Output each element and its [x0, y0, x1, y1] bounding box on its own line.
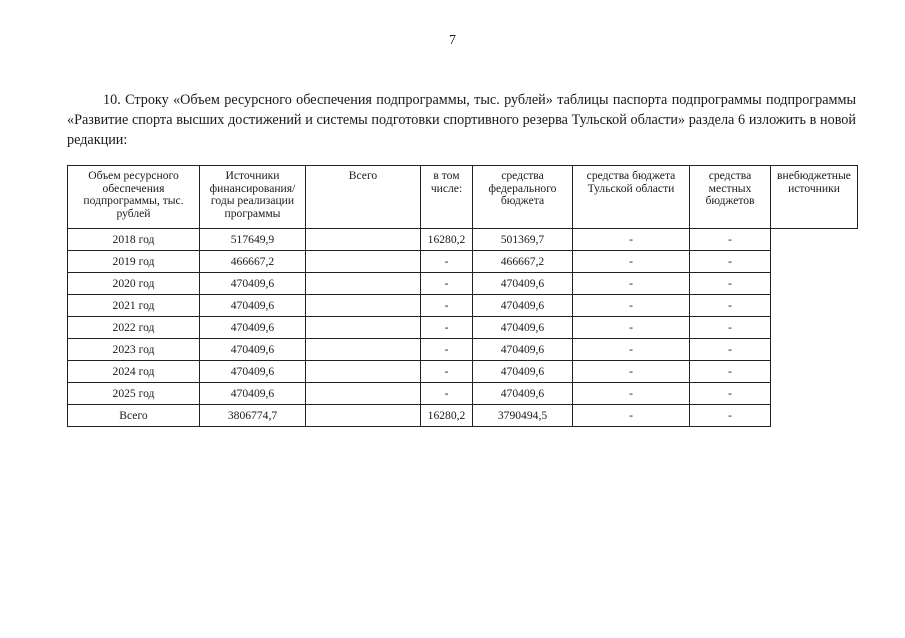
- cell-regional: 470409,6: [473, 383, 573, 405]
- cell-including: [306, 229, 421, 251]
- cell-year: 2023 год: [68, 339, 200, 361]
- header-extrabudgetary: внебюджетные источники: [771, 166, 858, 229]
- cell-federal: -: [421, 273, 473, 295]
- cell-extrabudgetary: -: [690, 361, 771, 383]
- cell-year: 2024 год: [68, 361, 200, 383]
- cell-regional: 470409,6: [473, 339, 573, 361]
- header-including: в том числе:: [421, 166, 473, 229]
- cell-year: 2021 год: [68, 295, 200, 317]
- cell-including: [306, 361, 421, 383]
- table-row: [68, 251, 858, 273]
- cell-regional: 470409,6: [473, 361, 573, 383]
- header-total: Всего: [306, 166, 421, 229]
- cell-extrabudgetary: -: [690, 339, 771, 361]
- table-header-row: [68, 166, 858, 229]
- cell-regional: 470409,6: [473, 273, 573, 295]
- cell-total: 470409,6: [200, 317, 306, 339]
- cell-regional: 466667,2: [473, 251, 573, 273]
- cell-local: -: [573, 295, 690, 317]
- cell-including: [306, 339, 421, 361]
- cell-extrabudgetary: -: [690, 229, 771, 251]
- row-label-cell: Объем ресурсного обеспечения подпрограммы, тыс. рублей: [68, 166, 200, 229]
- cell-extrabudgetary: -: [690, 383, 771, 405]
- cell-local: -: [573, 273, 690, 295]
- cell-federal: 16280,2: [421, 229, 473, 251]
- header-federal: средства федерального бюджета: [473, 166, 573, 229]
- page-number: 7: [449, 33, 456, 48]
- cell-local: -: [573, 361, 690, 383]
- cell-local: -: [573, 251, 690, 273]
- cell-extrabudgetary: -: [690, 295, 771, 317]
- cell-federal: -: [421, 295, 473, 317]
- cell-total: 3806774,7: [200, 405, 306, 427]
- table-row: [68, 383, 858, 405]
- cell-including: [306, 317, 421, 339]
- cell-year: 2022 год: [68, 317, 200, 339]
- cell-local: -: [573, 383, 690, 405]
- cell-federal: 16280,2: [421, 405, 473, 427]
- cell-year: 2020 год: [68, 273, 200, 295]
- cell-year: 2025 год: [68, 383, 200, 405]
- cell-federal: -: [421, 361, 473, 383]
- cell-including: [306, 383, 421, 405]
- cell-total: 466667,2: [200, 251, 306, 273]
- cell-regional: 3790494,5: [473, 405, 573, 427]
- cell-federal: -: [421, 317, 473, 339]
- financing-table: [67, 165, 858, 427]
- cell-including: [306, 405, 421, 427]
- cell-local: -: [573, 339, 690, 361]
- header-regional: средства бюджета Тульской области: [573, 166, 690, 229]
- table-row: [68, 317, 858, 339]
- table-row: [68, 361, 858, 383]
- cell-including: [306, 295, 421, 317]
- cell-extrabudgetary: -: [690, 273, 771, 295]
- cell-regional: 501369,7: [473, 229, 573, 251]
- cell-including: [306, 273, 421, 295]
- table-row: [68, 229, 858, 251]
- cell-local: -: [573, 405, 690, 427]
- table-row: [68, 295, 858, 317]
- cell-year: Всего: [68, 405, 200, 427]
- table-row: [68, 273, 858, 295]
- cell-total: 470409,6: [200, 383, 306, 405]
- header-sources: Источники финансирования/ годы реализации программы: [200, 166, 306, 229]
- header-local: средства местных бюджетов: [690, 166, 771, 229]
- cell-total: 470409,6: [200, 295, 306, 317]
- cell-extrabudgetary: -: [690, 251, 771, 273]
- cell-including: [306, 251, 421, 273]
- cell-federal: -: [421, 339, 473, 361]
- cell-extrabudgetary: -: [690, 405, 771, 427]
- cell-local: -: [573, 229, 690, 251]
- cell-total: 470409,6: [200, 339, 306, 361]
- table-row: [68, 339, 858, 361]
- cell-regional: 470409,6: [473, 317, 573, 339]
- cell-extrabudgetary: -: [690, 317, 771, 339]
- cell-year: 2019 год: [68, 251, 200, 273]
- cell-federal: -: [421, 383, 473, 405]
- table-row: [68, 405, 858, 427]
- cell-year: 2018 год: [68, 229, 200, 251]
- cell-federal: -: [421, 251, 473, 273]
- cell-local: -: [573, 317, 690, 339]
- body-paragraph: 10. Строку «Объем ресурсного обеспечения подпрограммы, тыс. рублей» таблицы паспорта подпрограммы подпрограммы «Развитие спорта высших достижений и системы подготовки спортивного резерва Тульской области» раздела 6 изложить в новой редакции:: [67, 92, 856, 148]
- cell-regional: 470409,6: [473, 295, 573, 317]
- cell-total: 470409,6: [200, 273, 306, 295]
- cell-total: 470409,6: [200, 361, 306, 383]
- cell-total: 517649,9: [200, 229, 306, 251]
